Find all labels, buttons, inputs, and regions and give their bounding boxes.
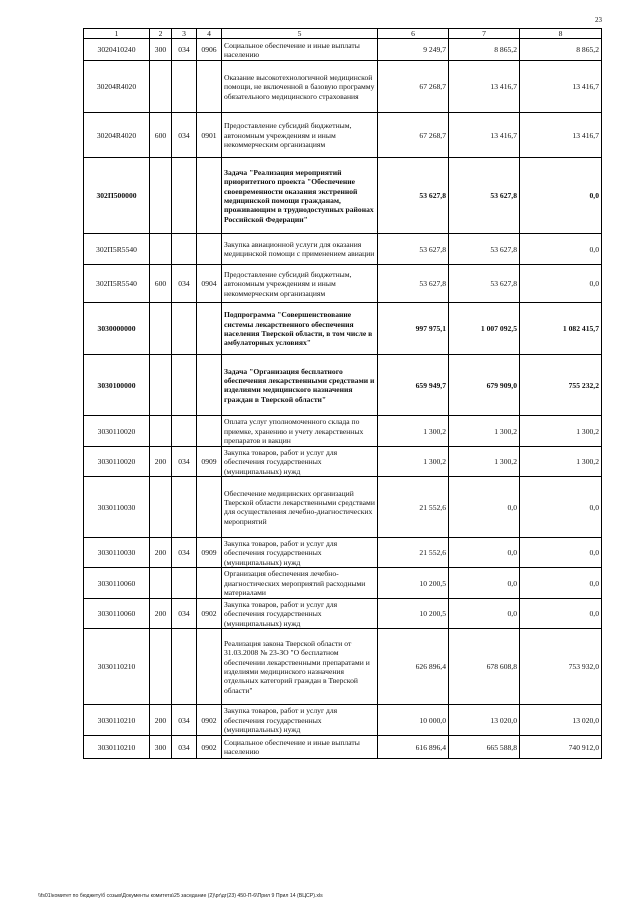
row-value-col7-cell: 0,0 [449,568,520,599]
page-number: 23 [595,16,602,24]
row-ministry-cell: 034 [172,39,197,61]
row-value-col6-cell: 53 627,8 [378,158,449,234]
row-ministry-cell: 034 [172,599,197,629]
row-name-cell: Закупка товаров, работ и услуг для обеспечения государственных (муниципальных) нужд [222,599,378,629]
row-value-col7-cell: 0,0 [449,599,520,629]
row-value-col7-cell: 53 627,8 [449,158,520,234]
table-row [84,599,602,629]
row-value-col7-cell: 1 007 092,5 [449,303,520,355]
row-value-col7-cell: 1 300,2 [449,447,520,477]
row-expense-type-cell [150,303,172,355]
row-section-cell: 0909 [197,447,222,477]
budget-table [83,28,602,759]
row-section-cell [197,416,222,447]
row-ministry-cell: 034 [172,447,197,477]
row-ministry-cell [172,61,197,113]
table-row [84,61,602,113]
row-value-col6-cell: 10 200,5 [378,568,449,599]
row-value-col7-cell: 13 416,7 [449,113,520,158]
row-value-col6-cell: 67 268,7 [378,61,449,113]
row-name-cell: Предоставление субсидий бюджетным, автономным учреждениям и иным некоммерческим организациям [222,265,378,303]
row-expense-type-cell [150,61,172,113]
table-row [84,538,602,568]
row-value-col8-cell: 1 300,2 [520,447,602,477]
row-value-col6-cell: 10 000,0 [378,705,449,736]
column-header: 7 [449,29,520,39]
row-value-col7-cell: 665 588,8 [449,736,520,759]
row-value-col6-cell: 616 896,4 [378,736,449,759]
row-value-col6-cell: 53 627,8 [378,265,449,303]
row-value-col6-cell: 626 896,4 [378,629,449,705]
row-code-cell: 3030110210 [84,629,150,705]
table-row [84,265,602,303]
row-name-cell: Закупка товаров, работ и услуг для обеспечения государственных (муниципальных) нужд [222,538,378,568]
row-section-cell [197,477,222,538]
row-expense-type-cell: 200 [150,538,172,568]
row-ministry-cell [172,234,197,265]
row-ministry-cell: 034 [172,705,197,736]
table-row [84,234,602,265]
row-name-cell: Задача "Организация бесплатного обеспечения лекарственными средствами и изделиями медицинского назначения граждан в Тверской области" [222,355,378,416]
table-row [84,39,602,61]
row-expense-type-cell: 200 [150,599,172,629]
row-value-col7-cell: 679 909,0 [449,355,520,416]
row-name-cell: Социальное обеспечение и иные выплаты населению [222,736,378,759]
row-code-cell: 3030000000 [84,303,150,355]
row-ministry-cell [172,158,197,234]
row-value-col6-cell: 21 552,6 [378,538,449,568]
row-value-col8-cell: 740 912,0 [520,736,602,759]
row-expense-type-cell [150,568,172,599]
row-value-col6-cell: 1 300,2 [378,447,449,477]
row-code-cell: 3030100000 [84,355,150,416]
column-header: 3 [172,29,197,39]
row-ministry-cell: 034 [172,736,197,759]
row-name-cell: Социальное обеспечение и иные выплаты населению [222,39,378,61]
row-code-cell: 30204R4020 [84,113,150,158]
row-value-col8-cell: 0,0 [520,234,602,265]
row-code-cell: 3030110210 [84,705,150,736]
row-value-col8-cell: 0,0 [520,265,602,303]
column-header: 2 [150,29,172,39]
row-value-col7-cell: 678 608,8 [449,629,520,705]
row-name-cell: Оплата услуг уполномоченного склада по приемке, хранению и учету лекарственных препаратов и вакцин [222,416,378,447]
row-section-cell: 0902 [197,736,222,759]
row-ministry-cell [172,355,197,416]
row-value-col7-cell: 53 627,8 [449,265,520,303]
row-value-col8-cell: 0,0 [520,568,602,599]
row-value-col8-cell: 0,0 [520,477,602,538]
row-code-cell: 3030110210 [84,736,150,759]
row-value-col8-cell: 13 416,7 [520,61,602,113]
row-value-col7-cell: 53 627,8 [449,234,520,265]
row-expense-type-cell: 600 [150,265,172,303]
table-row [84,355,602,416]
row-expense-type-cell [150,355,172,416]
row-value-col6-cell: 10 200,5 [378,599,449,629]
row-expense-type-cell: 300 [150,736,172,759]
row-value-col6-cell: 9 249,7 [378,39,449,61]
row-expense-type-cell: 600 [150,113,172,158]
row-name-cell: Предоставление субсидий бюджетным, автономным учреждениям и иным некоммерческим организациям [222,113,378,158]
row-code-cell: 3030110020 [84,447,150,477]
row-code-cell: 302П5R5540 [84,265,150,303]
row-expense-type-cell [150,416,172,447]
footer-file-path: \\fs01\комитет по бюджету\б созыв\Документы комитета\25 заседание (2)\рг\дг(23) 450-П-6\Прил 9 Прил 14 (ВЦСР).xls [38,893,323,899]
row-ministry-cell [172,629,197,705]
row-name-cell: Организация обеспечения лечебно-диагностических мероприятий расходными материалами [222,568,378,599]
table-row [84,303,602,355]
row-expense-type-cell: 200 [150,705,172,736]
table-row [84,736,602,759]
row-section-cell [197,568,222,599]
row-value-col8-cell: 8 865,2 [520,39,602,61]
row-ministry-cell: 034 [172,265,197,303]
row-expense-type-cell [150,234,172,265]
row-ministry-cell: 034 [172,113,197,158]
row-code-cell: 302П500000 [84,158,150,234]
table-row [84,113,602,158]
table-row [84,416,602,447]
row-section-cell [197,61,222,113]
row-section-cell [197,629,222,705]
table-row [84,705,602,736]
row-value-col8-cell: 0,0 [520,158,602,234]
row-value-col7-cell: 1 300,2 [449,416,520,447]
table-row [84,158,602,234]
column-header: 8 [520,29,602,39]
row-value-col8-cell: 13 416,7 [520,113,602,158]
column-header: 5 [222,29,378,39]
row-ministry-cell [172,568,197,599]
row-section-cell: 0902 [197,599,222,629]
row-value-col8-cell: 13 020,0 [520,705,602,736]
row-name-cell: Подпрограмма "Совершенствование системы лекарственного обеспечения населения Тверской области, в том числе в амбулаторных условиях" [222,303,378,355]
row-section-cell [197,303,222,355]
table-body [84,39,602,759]
row-value-col8-cell: 1 300,2 [520,416,602,447]
row-value-col7-cell: 0,0 [449,538,520,568]
row-value-col8-cell: 755 232,2 [520,355,602,416]
column-header: 4 [197,29,222,39]
row-section-cell [197,355,222,416]
row-value-col6-cell: 659 949,7 [378,355,449,416]
row-name-cell: Закупка товаров, работ и услуг для обеспечения государственных (муниципальных) нужд [222,705,378,736]
row-value-col7-cell: 13 020,0 [449,705,520,736]
row-section-cell: 0904 [197,265,222,303]
table-header-row [84,29,602,39]
row-code-cell: 3030110030 [84,477,150,538]
row-expense-type-cell [150,477,172,538]
row-value-col7-cell: 0,0 [449,477,520,538]
row-expense-type-cell: 200 [150,447,172,477]
row-value-col8-cell: 0,0 [520,538,602,568]
row-value-col7-cell: 13 416,7 [449,61,520,113]
row-name-cell: Закупка авиационной услуги для оказания медицинской помощи с применением авиации [222,234,378,265]
row-value-col6-cell: 67 268,7 [378,113,449,158]
row-expense-type-cell: 300 [150,39,172,61]
row-section-cell: 0909 [197,538,222,568]
row-name-cell: Задача "Реализация мероприятий приоритетного проекта "Обеспечение своевременности оказания экстренной медицинской помощи гражданам, проживающим в труднодоступных районах Российской Федерации" [222,158,378,234]
row-code-cell: 302П5R5540 [84,234,150,265]
table-row [84,568,602,599]
table-row [84,629,602,705]
row-code-cell: 3020410240 [84,39,150,61]
row-name-cell: Реализация закона Тверской области от 31.03.2008 № 23-ЗО "О бесплатном обеспечении лекарственными препаратами и изделиями медицинского назначения отдельных категорий граждан в Тверской области" [222,629,378,705]
column-header: 6 [378,29,449,39]
row-value-col6-cell: 1 300,2 [378,416,449,447]
row-code-cell: 30204R4020 [84,61,150,113]
row-value-col6-cell: 53 627,8 [378,234,449,265]
row-name-cell: Закупка товаров, работ и услуг для обеспечения государственных (муниципальных) нужд [222,447,378,477]
row-ministry-cell [172,303,197,355]
row-section-cell: 0906 [197,39,222,61]
row-code-cell: 3030110060 [84,599,150,629]
row-ministry-cell [172,477,197,538]
row-section-cell: 0902 [197,705,222,736]
table-row [84,447,602,477]
row-section-cell [197,158,222,234]
row-code-cell: 3030110060 [84,568,150,599]
row-expense-type-cell [150,158,172,234]
row-value-col7-cell: 8 865,2 [449,39,520,61]
table-row [84,477,602,538]
row-code-cell: 3030110020 [84,416,150,447]
row-value-col8-cell: 0,0 [520,599,602,629]
row-section-cell: 0901 [197,113,222,158]
row-value-col6-cell: 21 552,6 [378,477,449,538]
row-value-col6-cell: 997 975,1 [378,303,449,355]
row-value-col8-cell: 1 082 415,7 [520,303,602,355]
column-header: 1 [84,29,150,39]
row-name-cell: Обеспечение медицинских организаций Тверской области лекарственными средствами для осуществления лечебно-диагностических мероприятий [222,477,378,538]
row-section-cell [197,234,222,265]
row-value-col8-cell: 753 932,0 [520,629,602,705]
row-name-cell: Оказание высокотехнологичной медицинской помощи, не включенной в базовую программу обязательного медицинского страхования [222,61,378,113]
row-expense-type-cell [150,629,172,705]
row-ministry-cell [172,416,197,447]
row-ministry-cell: 034 [172,538,197,568]
row-code-cell: 3030110030 [84,538,150,568]
